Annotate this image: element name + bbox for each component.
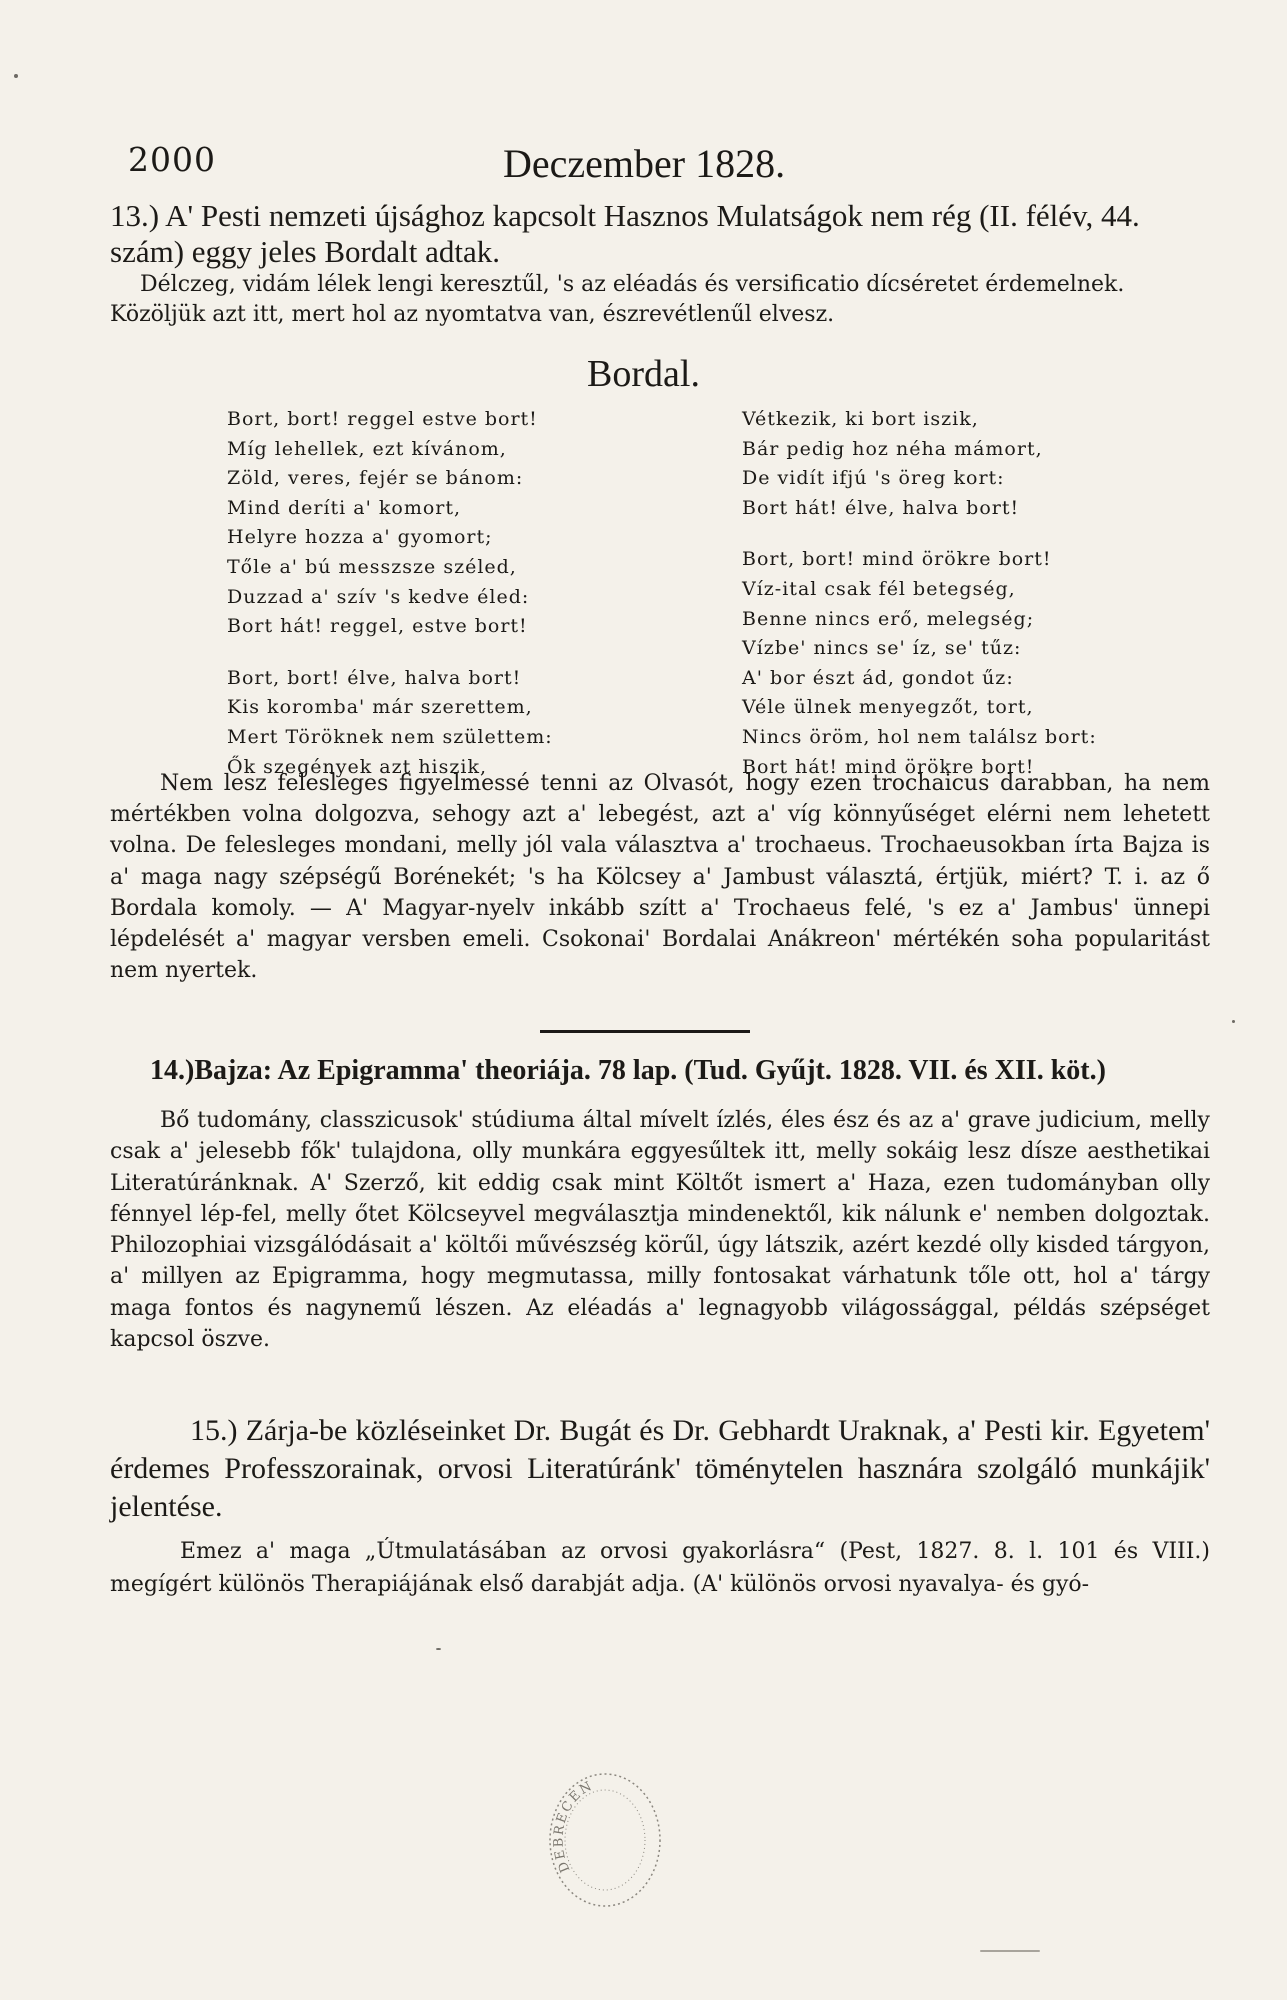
- poem-line: Benne nincs erő, melegség;: [742, 607, 1035, 630]
- section-divider: [540, 1030, 750, 1033]
- stanza-gap: [227, 642, 607, 664]
- poem-line: Mert Töröknek nem születtem:: [227, 725, 553, 748]
- poem-line: Véle ülnek menyegzőt, tort,: [742, 696, 1034, 719]
- poem-commentary: [110, 768, 1210, 986]
- poem-line: Mind deríti a' komort,: [227, 496, 462, 519]
- paper-speck: [14, 74, 18, 78]
- poem-title: Bordal.: [587, 353, 700, 395]
- paper-mark: [980, 1950, 1040, 1952]
- poem-line: Vízbe' nincs se' íz, se' tűz:: [742, 637, 1022, 660]
- page-title: Deczember 1828.: [503, 141, 786, 186]
- poem-line: Helyre hozza a' gyomort;: [227, 526, 493, 549]
- page-header: [128, 140, 1198, 190]
- poem-line: Bort, bort! reggel estve bort!: [227, 408, 538, 430]
- poem-line: Bort hát! élve, halva bort!: [742, 496, 1020, 519]
- poem-left-column: [227, 405, 607, 782]
- poem-line: Tőle a' bú messzsze széled,: [227, 555, 517, 578]
- section-13-heading: 13.) A' Pesti nemzeti újsághoz kapcsolt Hasznos Mulatságok nem rég (II. félév, 44. szám) eggy jeles Bordalt adtak.: [110, 198, 1140, 269]
- poem-line: Víz-ital csak fél betegség,: [742, 577, 1016, 600]
- poem-line: Bort hát! reggel, estve bort!: [227, 615, 528, 638]
- section-15: [110, 1412, 1210, 1526]
- poem-line: Bár pedig hoz néha mámort,: [742, 437, 1043, 460]
- paper-speck: [436, 1648, 441, 1650]
- section-15-heading: 15.) Zárja-be közléseinket Dr. Bugát és Dr. Gebhardt Uraknak, a' Pesti kir. Egyetem' érdemes Professzorainak, orvosi Literatúránk' töménytelen hasznára szolgáló munkájik' jelentése.: [110, 1414, 1210, 1523]
- poem-line: Nincs öröm, hol nem találsz bort:: [742, 725, 1097, 748]
- commentary-text: Nem lesz felesleges figyelmessé tenni az Olvasót, hogy ezen trochaicus darabban, ha nem mértékben volna dolgozva, sehogy azt a' lebegést, azt a' víg könnyűséget elérni nem lehetett volna. De felesleges mondani, melly jól vala választva a' trochaeus. Trochaeusokban írta Bajza is a' maga nagy szépségű Borénekét; 's ha Kölcsey a' Jambust választá, értjük, miért? T. i. az ő Bordala komoly. — A' Magyar-nyelv inkább szítt a' Trochaeus felé, 's ez a' Jambus' ünnepi lépdelését a' magyar versben emeli. Csokonai' Bordalai Anákreon' mértékén soha popularitást nem nyertek.: [110, 771, 1210, 984]
- poem-line: Zöld, veres, fejér se bánom:: [227, 467, 524, 490]
- poem-right-column: [742, 405, 1142, 782]
- poem-line: Ők szegények azt hiszik,: [227, 755, 488, 778]
- poem-line: Bort, bort! mind örökre bort!: [742, 548, 1052, 571]
- section-13-intro: Délczeg, vidám lélek lengi keresztűl, 's az eléadás és versificatio dícséretet érdemelnek. Közöljük azt itt, mert hol az nyomtatva van, észrevétlenűl elvesz.: [110, 272, 1125, 327]
- section-15-body: Emez a' maga „Útmulatásában az orvosi gyakorlásra“ (Pest, 1827. 8. l. 101 és VIII.) megígért különös Therapiájának első darabját adja. (A' különös orvosi nyavalya- és gyó-: [110, 1539, 1210, 1597]
- poem-line: Bort hát! mind örökre bort!: [742, 755, 1035, 778]
- stamp-text: DEBRECEN: [551, 1778, 597, 1875]
- paper-speck: [1232, 1020, 1235, 1023]
- poem-line: A' bor észt ád, gondot űz:: [742, 666, 1014, 689]
- poem-line: Kis koromba' már szerettem,: [227, 696, 533, 719]
- section-14-body: Bő tudomány, classzicusok' stúdiuma által mívelt ízlés, éles ész és az a' grave judicium, melly csak a' jelesebb fők' tulajdona, olly munkára eggyesűltek itt, melly sokáig lesz dísze aesthetikai Literatúránknak. A' Szerző, kit eddig csak mint Költőt ismert a' Haza, ezen tudományban olly fénnyel lép-fel, melly őtet Kölcseyvel megválasztja mindenektől, kik nálunk e' nemben dolgoztak. Philozophiai vizsgálódásait a' költői művészség körűl, úgy látszik, azért kezdé olly kisded tárgyon, a' millyen az Epigramma, hogy megmutassa, milly fontosakat várhatunk tőle ott, hol a' tárgy maga fontos és nagynemű lészen. Az eléadás a' legnagyobb világossággal, példás szépséget kapcsol öszve.: [110, 1108, 1210, 1353]
- poem-line: Míg lehellek, ezt kívánom,: [227, 437, 507, 460]
- library-stamp: [540, 1765, 670, 1915]
- stanza-gap: [742, 523, 1142, 545]
- poem-line: Duzzad a' szív 's kedve éled:: [227, 585, 530, 608]
- page-number: 2000: [128, 140, 216, 179]
- section-13: [110, 198, 1210, 330]
- section-14-heading: 14.)Bajza: Az Epigramma' theoriája. 78 lap. (Tud. Gyűjt. 1828. VII. és XII. köt.): [150, 1055, 1106, 1086]
- poem-line: De vidít ifjú 's öreg kort:: [742, 467, 1005, 490]
- poem-line: Vétkezik, ki bort iszik,: [742, 408, 979, 430]
- poem-line: Bort, bort! élve, halva bort!: [227, 666, 522, 689]
